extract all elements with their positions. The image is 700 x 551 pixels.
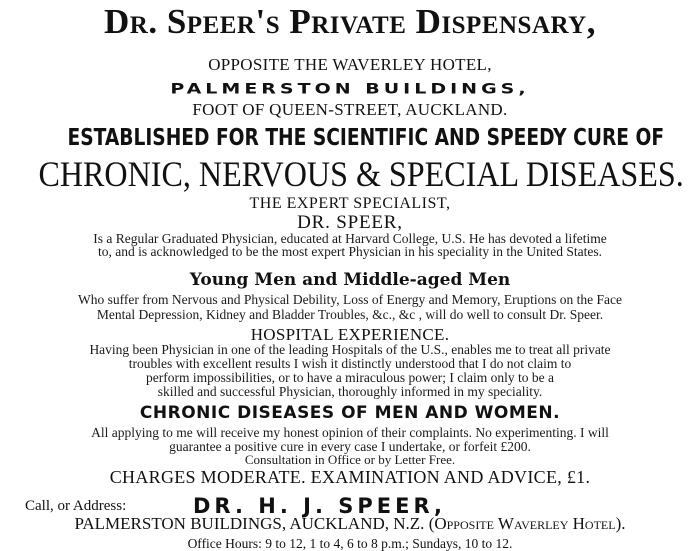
experience-line-2: troubles with excellent results I wish it distinctly understood that I do not claim to bbox=[128, 356, 572, 371]
experience-line-4: skilled and successful Physician, thoroughly informed in my speciality. bbox=[157, 384, 543, 399]
guarantee-line-2: guarantee a positive cure in every case I undertake, or forfeit £200. bbox=[169, 439, 531, 454]
hospital-experience-heading: HOSPITAL EXPERIENCE. bbox=[250, 325, 450, 344]
palmerston-buildings-line: PALMERSTON BUILDINGS, bbox=[170, 80, 530, 98]
symptoms-line-2: Mental Depression, Kidney and Bladder Troubles, &c., &c , will do well to consult Dr. Speer. bbox=[96, 307, 604, 322]
doctor-full-name: DR. H. J. SPEER, bbox=[193, 494, 446, 518]
charges-line: CHARGES MODERATE. EXAMINATION AND ADVICE, £1. bbox=[109, 467, 591, 487]
foot-of-street-line: FOOT OF QUEEN-STREET, AUCKLAND. bbox=[192, 100, 508, 119]
office-hours-line: Office Hours: 9 to 12, 1 to 4, 6 to 8 p.m.; Sundays, 10 to 12. bbox=[187, 536, 513, 551]
doctor-name-line: DR. SPEER, bbox=[297, 212, 403, 233]
symptoms-line-1: Who suffer from Nervous and Physical Debility, Loss of Energy and Memory, Eruptions on the Face bbox=[77, 292, 622, 307]
chronic-diseases-heading: CHRONIC DISEASES OF MEN AND WOMEN. bbox=[139, 403, 561, 423]
young-men-heading: Young Men and Middle-aged Men bbox=[189, 270, 511, 290]
call-label: Call, or Address: bbox=[25, 498, 127, 514]
credentials-line-1: Is a Regular Graduated Physician, educated at Harvard College, U.S. He has devoted a lifetime bbox=[93, 231, 607, 246]
dispensary-title: Dr. Speer's Private Dispensary, bbox=[104, 2, 596, 41]
established-heading: ESTABLISHED FOR THE SCIENTIFIC AND SPEEDY CURE OF bbox=[67, 125, 665, 151]
opposite-hotel-line: OPPOSITE THE WAVERLEY HOTEL, bbox=[208, 55, 492, 74]
consultation-line: Consultation in Office or by Letter Free. bbox=[244, 452, 456, 467]
expert-specialist-line: THE EXPERT SPECIALIST, bbox=[249, 195, 451, 212]
diseases-heading: CHRONIC, NERVOUS & SPECIAL DISEASES. bbox=[38, 154, 684, 194]
address-line bbox=[0, 515, 700, 532]
experience-line-3: perform impossibilities, or to have a miraculous power; I claim only to be a bbox=[146, 370, 554, 385]
credentials-line-2: to, and is acknowledged to be the most expert Physician in his speciality in the United States. bbox=[98, 244, 602, 259]
address-opposite: (Opposite Waverley Hotel). bbox=[428, 514, 626, 533]
address-text: PALMERSTON BUILDINGS, AUCKLAND, N.Z. bbox=[74, 514, 425, 533]
guarantee-line-1: All applying to me will receive my honest opinion of their complaints. No experimenting. I will bbox=[91, 425, 609, 440]
experience-line-1: Having been Physician in one of the leading Hospitals of the U.S., enables me to treat all private bbox=[89, 342, 611, 357]
